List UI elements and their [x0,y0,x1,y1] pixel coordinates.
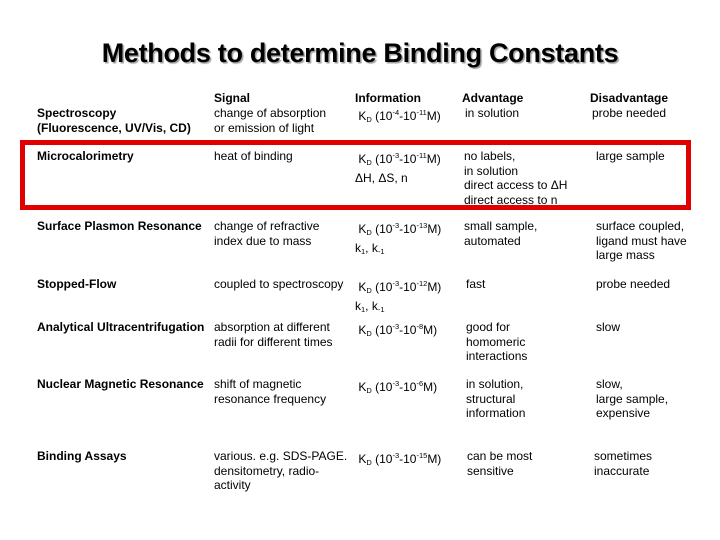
method-name: Stopped-Flow [37,277,117,291]
advantage-cell: in solution [465,106,520,120]
signal-cell: coupled to spectroscopy [214,277,344,291]
method-name: Analytical Ultracentrifugation [37,320,205,334]
signal-cell: change of absorption or emission of light [214,106,327,135]
header-advantage: Advantage [462,91,524,105]
information-cell: $K_D$ $(10^{-4}-10^{-11}M)$ [355,108,441,124]
signal-cell: various. e.g. SDS-PAGE. densitometry, radio- activity [214,449,348,492]
disadvantage-cell: surface coupled, ligand must have large mass [596,219,687,262]
disadvantage-cell: probe needed [596,277,671,291]
method-name: Microcalorimetry [37,149,134,163]
disadvantage-cell: probe needed [592,106,667,120]
signal-cell: change of refractive index due to mass [214,219,320,248]
advantage-cell: can be most sensitive [467,449,533,478]
information-cell: $K_D$ $(10^{-3}-10^{-11}M)$ ΔH, ΔS, n [355,151,441,185]
method-name: Binding Assays [37,449,127,463]
disadvantage-cell: slow [596,320,621,334]
page-title: Methods to determine Binding Constants [101,38,619,68]
information-cell: $K_D$ $(10^{-3}-10^{-12}M)$ $k_1$, $k_{-1}$ [355,279,442,314]
method-name: Surface Plasmon Resonance [37,219,202,233]
header-signal: Signal [214,91,251,105]
highlight-box [20,140,691,210]
advantage-cell: in solution, structural information [466,377,526,420]
information-cell: $K_D$ $(10^{-3}-10^{-8}M)$ [355,322,438,338]
disadvantage-cell: sometimes inaccurate [594,449,653,478]
header-disadvantage: Disadvantage [590,91,669,105]
information-cell: $K_D$ $(10^{-3}-10^{-6}M)$ [355,379,438,395]
advantage-cell: fast [466,277,486,291]
method-name: Nuclear Magnetic Resonance [37,377,204,391]
signal-cell: absorption at different radii for different times [214,320,333,349]
signal-cell: shift of magnetic resonance frequency [214,377,327,406]
advantage-cell: small sample, automated [464,219,538,248]
information-cell: $K_D$ $(10^{-3}-10^{-15}M)$ [355,451,442,467]
signal-cell: heat of binding [214,149,293,163]
advantage-cell: no labels, in solution direct access to ΔH direct access to n [464,149,568,207]
header-information: Information [355,91,421,105]
information-cell: $K_D$ $(10^{-3}-10^{-13}M)$ $k_1$, $k_{-1}$ [355,221,442,256]
method-name: Spectroscopy (Fluorescence, UV/Vis, CD) [37,106,191,135]
advantage-cell: good for homomeric interactions [466,320,528,363]
disadvantage-cell: large sample [596,149,665,163]
disadvantage-cell: slow, large sample, expensive [596,377,669,420]
